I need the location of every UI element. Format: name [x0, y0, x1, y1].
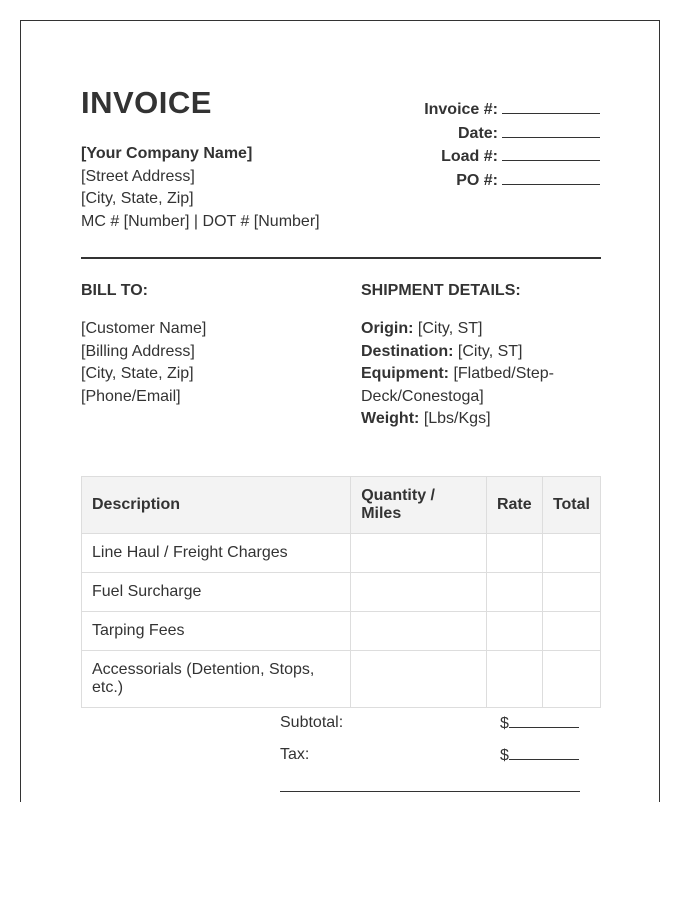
row-rate-cell[interactable]: [486, 573, 542, 612]
billing-address: [Billing Address]: [81, 342, 195, 360]
row-quantity-cell[interactable]: [351, 534, 487, 573]
row-total-cell[interactable]: [542, 651, 600, 708]
invoice-number-label: Invoice #:: [424, 101, 498, 118]
company-city: [City, State, Zip]: [81, 190, 194, 207]
bill-to-block: [81, 318, 206, 408]
row-description: Tarping Fees: [82, 612, 351, 651]
tax-value: [500, 744, 579, 767]
date-label: Date:: [457, 124, 498, 142]
po-number-row: [424, 169, 600, 193]
billing-city: [City, State, Zip]: [81, 365, 194, 382]
row-description: Line Haul / Freight Charges: [82, 534, 351, 573]
destination-line: [361, 341, 571, 364]
subtotal-currency: $: [500, 715, 509, 732]
table-row: [82, 534, 601, 573]
shipment-details-block: [361, 318, 571, 431]
header-rate: Rate: [486, 477, 542, 534]
subtotal-label: Subtotal:: [280, 714, 344, 731]
weight-line: [361, 408, 571, 431]
row-total-cell[interactable]: [542, 534, 600, 573]
subtotal-value: [500, 712, 579, 735]
tax-currency: $: [500, 747, 509, 764]
subtotal-field[interactable]: [509, 712, 579, 728]
row-rate-cell[interactable]: [486, 612, 542, 651]
tax-row: [280, 744, 580, 776]
totals-block: [280, 712, 580, 776]
invoice-title: INVOICE: [81, 85, 212, 120]
row-rate-cell[interactable]: [486, 534, 542, 573]
invoice-meta-block: [424, 98, 600, 192]
date-field[interactable]: [502, 122, 600, 138]
row-rate-cell[interactable]: [486, 651, 542, 708]
row-description: Accessorials (Detention, Stops, etc.): [82, 651, 351, 708]
tax-field[interactable]: [509, 744, 579, 760]
row-quantity-cell[interactable]: [351, 612, 487, 651]
row-description: Fuel Surcharge: [82, 573, 351, 612]
row-total-cell[interactable]: [542, 573, 600, 612]
header-divider: [81, 257, 601, 259]
company-block: [81, 143, 320, 233]
row-quantity-cell[interactable]: [351, 651, 487, 708]
weight-label: Weight:: [361, 410, 420, 427]
header-quantity: Quantity / Miles: [351, 477, 487, 534]
company-mc-dot: MC # [Number] | DOT # [Number]: [81, 212, 320, 230]
origin-line: [361, 318, 571, 341]
company-street: [Street Address]: [81, 167, 195, 185]
billing-contact: [Phone/Email]: [81, 387, 181, 405]
load-number-row: [424, 145, 600, 169]
line-items-table: [81, 476, 601, 708]
equipment-line: [361, 363, 571, 408]
totals-divider: [280, 791, 580, 792]
invoice-number-row: [424, 98, 600, 122]
table-row: [82, 612, 601, 651]
header-total: Total: [542, 477, 600, 534]
destination-label: Destination:: [361, 342, 454, 360]
subtotal-row: [280, 712, 580, 744]
po-number-label: PO #:: [456, 171, 498, 189]
invoice-number-field[interactable]: [502, 98, 600, 114]
customer-name: [Customer Name]: [81, 320, 207, 337]
company-name: [Your Company Name]: [81, 145, 253, 162]
table-row: [82, 573, 601, 612]
weight-value: [Lbs/Kgs]: [423, 410, 491, 427]
destination-value: [City, ST]: [457, 342, 523, 360]
equipment-value: [Flatbed/Step-Deck/Conestoga]: [361, 365, 554, 405]
invoice-sheet: [20, 20, 660, 802]
origin-value: [City, ST]: [417, 320, 483, 337]
po-number-field[interactable]: [502, 169, 600, 185]
load-number-field[interactable]: [502, 145, 600, 161]
table-row: [82, 651, 601, 708]
date-row: [424, 122, 600, 146]
table-header-row: [82, 477, 601, 534]
equipment-label: Equipment:: [361, 365, 449, 382]
origin-label: Origin:: [361, 320, 414, 337]
load-number-label: Load #:: [441, 148, 498, 165]
bill-to-heading: BILL TO:: [81, 282, 148, 299]
header-description: Description: [82, 477, 351, 534]
shipment-details-heading: SHIPMENT DETAILS:: [361, 282, 521, 299]
row-total-cell[interactable]: [542, 612, 600, 651]
row-quantity-cell[interactable]: [351, 573, 487, 612]
tax-label: Tax:: [280, 746, 310, 763]
